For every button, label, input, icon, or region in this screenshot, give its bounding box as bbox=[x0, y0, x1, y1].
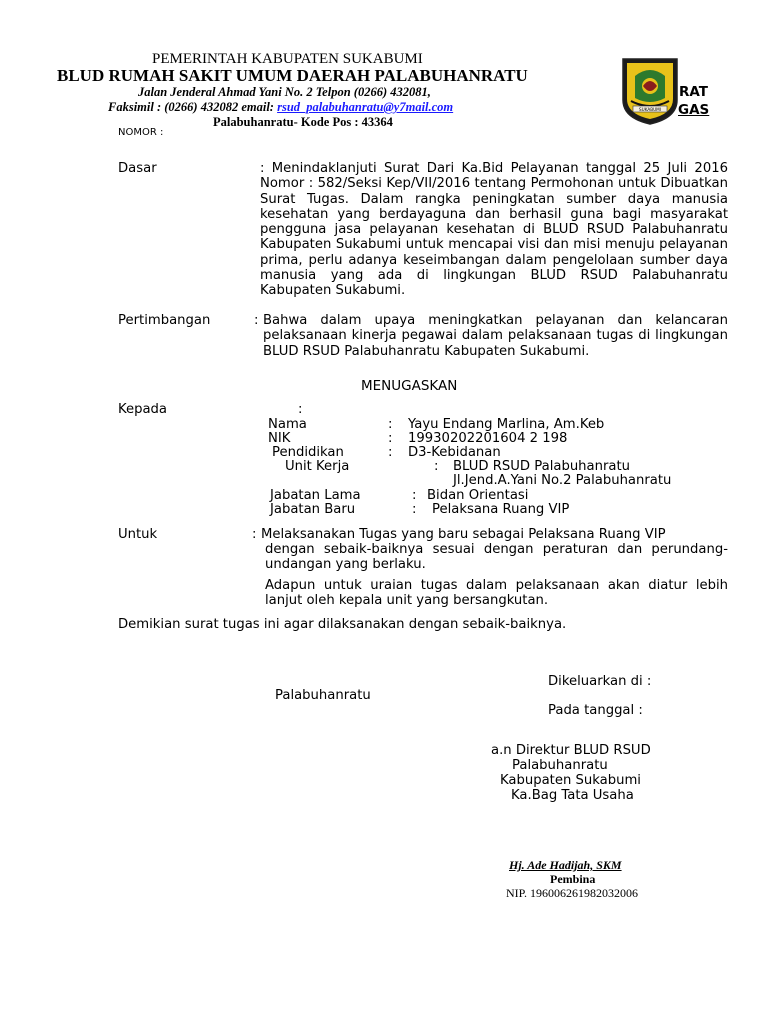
letterhead-government: PEMERINTAH KABUPATEN SUKABUMI bbox=[152, 51, 423, 67]
signatory-line2: Palabuhanratu bbox=[512, 758, 608, 773]
nik-value: 19930202201604 2 198 bbox=[408, 431, 568, 446]
pendidikan-value: D3-Kebidanan bbox=[408, 445, 501, 460]
jabatan-lama-colon: : bbox=[412, 488, 417, 503]
letterhead-address: Jalan Jenderal Ahmad Yani No. 2 Telpon (0266) 432081, bbox=[138, 85, 431, 99]
nomor-label: NOMOR : bbox=[118, 127, 164, 138]
issued-at-label: Dikeluarkan di : bbox=[548, 674, 652, 689]
signatory-rank: Pembina bbox=[550, 872, 596, 886]
signatory-line3: Kabupaten Sukabumi bbox=[500, 773, 641, 788]
regency-emblem-logo bbox=[621, 56, 679, 126]
dasar-label: Dasar bbox=[118, 161, 157, 176]
letterhead-hospital: BLUD RUMAH SAKIT UMUM DAERAH PALABUHANRATU bbox=[57, 66, 528, 85]
nik-colon: : bbox=[388, 431, 393, 446]
issued-date-label: Pada tanggal : bbox=[548, 703, 643, 718]
doc-title-line2: GAS bbox=[678, 102, 710, 118]
unit-kerja-address: Jl.Jend.A.Yani No.2 Palabuhanratu bbox=[453, 473, 672, 488]
letterhead-city-postal: Palabuhanratu- Kode Pos : 43364 bbox=[213, 115, 393, 129]
signatory-nip: NIP. 196006261982032006 bbox=[506, 886, 639, 900]
untuk-colon: : bbox=[252, 527, 257, 542]
nik-label: NIK bbox=[268, 431, 291, 446]
menugaskan-heading: MENUGASKAN bbox=[361, 378, 458, 394]
pendidikan-label: Pendidikan bbox=[272, 445, 344, 460]
unit-kerja-value: BLUD RSUD Palabuhanratu bbox=[453, 459, 631, 474]
jabatan-lama-label: Jabatan Lama bbox=[270, 488, 361, 503]
nama-label: Nama bbox=[268, 417, 307, 432]
pertimbangan-text: Bahwa dalam upaya meningkatkan pelayanan dan kelancaran pelaksanaan kinerja pegawai dalam pelaksanaan tugas di lingkungan BLUD RSUD Palabuhanratu Kabupaten Sukabumi. bbox=[263, 313, 728, 359]
untuk-paragraph2: Adapun untuk uraian tugas dalam pelaksanaan akan diatur lebih lanjut oleh kepala unit yang bersangkutan. bbox=[265, 578, 728, 609]
issued-place: Palabuhanratu bbox=[275, 688, 371, 703]
pertimbangan-label: Pertimbangan bbox=[118, 313, 211, 328]
untuk-label: Untuk bbox=[118, 527, 158, 542]
untuk-text: dengan sebaik-baiknya sesuai dengan peraturan dan perundang-undangan yang berlaku. bbox=[265, 542, 728, 573]
pendidikan-colon: : bbox=[388, 445, 393, 460]
jabatan-baru-label: Jabatan Baru bbox=[270, 502, 356, 517]
doc-title-line1: RAT bbox=[679, 84, 709, 100]
unit-kerja-label: Unit Kerja bbox=[285, 459, 350, 474]
fax-text: Faksimil : (0266) 432082 email: bbox=[108, 100, 278, 114]
nama-colon: : bbox=[388, 417, 393, 432]
signatory-name: Hj. Ade Hadijah, SKM bbox=[509, 858, 622, 872]
kepada-label: Kepada bbox=[118, 402, 168, 417]
jabatan-lama-value: Bidan Orientasi bbox=[427, 488, 529, 503]
letterhead-fax bbox=[108, 100, 453, 115]
dasar-text: : Menindaklanjuti Surat Dari Ka.Bid Pelayanan tanggal 25 Juli 2016 Nomor : 582/Seksi Kep/VII/2016 tentang Permohonan untuk Dibuatkan Surat Tugas. Dalam rangka peningkatan sumber daya manusia kesehatan yang berdayaguna dan berhasil guna bagi masyarakat pengguna jasa pelayanan kesehatan di BLUD RSUD Palabuhanratu Kabupaten Sukabumi untuk mencapai visi dan misi menuju pelayanan prima, perlu adanya keseimbangan dalam pengelolaan sumber daya manusia yang ada di lingkungan BLUD RSUD Palabuhanratu Kabupaten Sukabumi. bbox=[260, 161, 728, 299]
signatory-line4: Ka.Bag Tata Usaha bbox=[511, 788, 634, 803]
unit-kerja-colon: : bbox=[434, 459, 439, 474]
jabatan-baru-value: Pelaksana Ruang VIP bbox=[432, 502, 570, 517]
nama-value: Yayu Endang Marlina, Am.Keb bbox=[408, 417, 605, 432]
pertimbangan-colon: : bbox=[254, 313, 259, 328]
signatory-line1: a.n Direktur BLUD RSUD bbox=[491, 743, 651, 758]
email-link[interactable]: rsud_palabuhanratu@y7mail.com bbox=[277, 100, 454, 114]
jabatan-baru-colon: : bbox=[412, 502, 417, 517]
logo-motto-text: SUKABUMI bbox=[638, 107, 662, 112]
untuk-line1: Melaksanakan Tugas yang baru sebagai Pelaksana Ruang VIP bbox=[261, 527, 666, 542]
closing-text: Demikian surat tugas ini agar dilaksanakan dengan sebaik-baiknya. bbox=[118, 617, 567, 632]
kepada-colon: : bbox=[298, 402, 303, 417]
